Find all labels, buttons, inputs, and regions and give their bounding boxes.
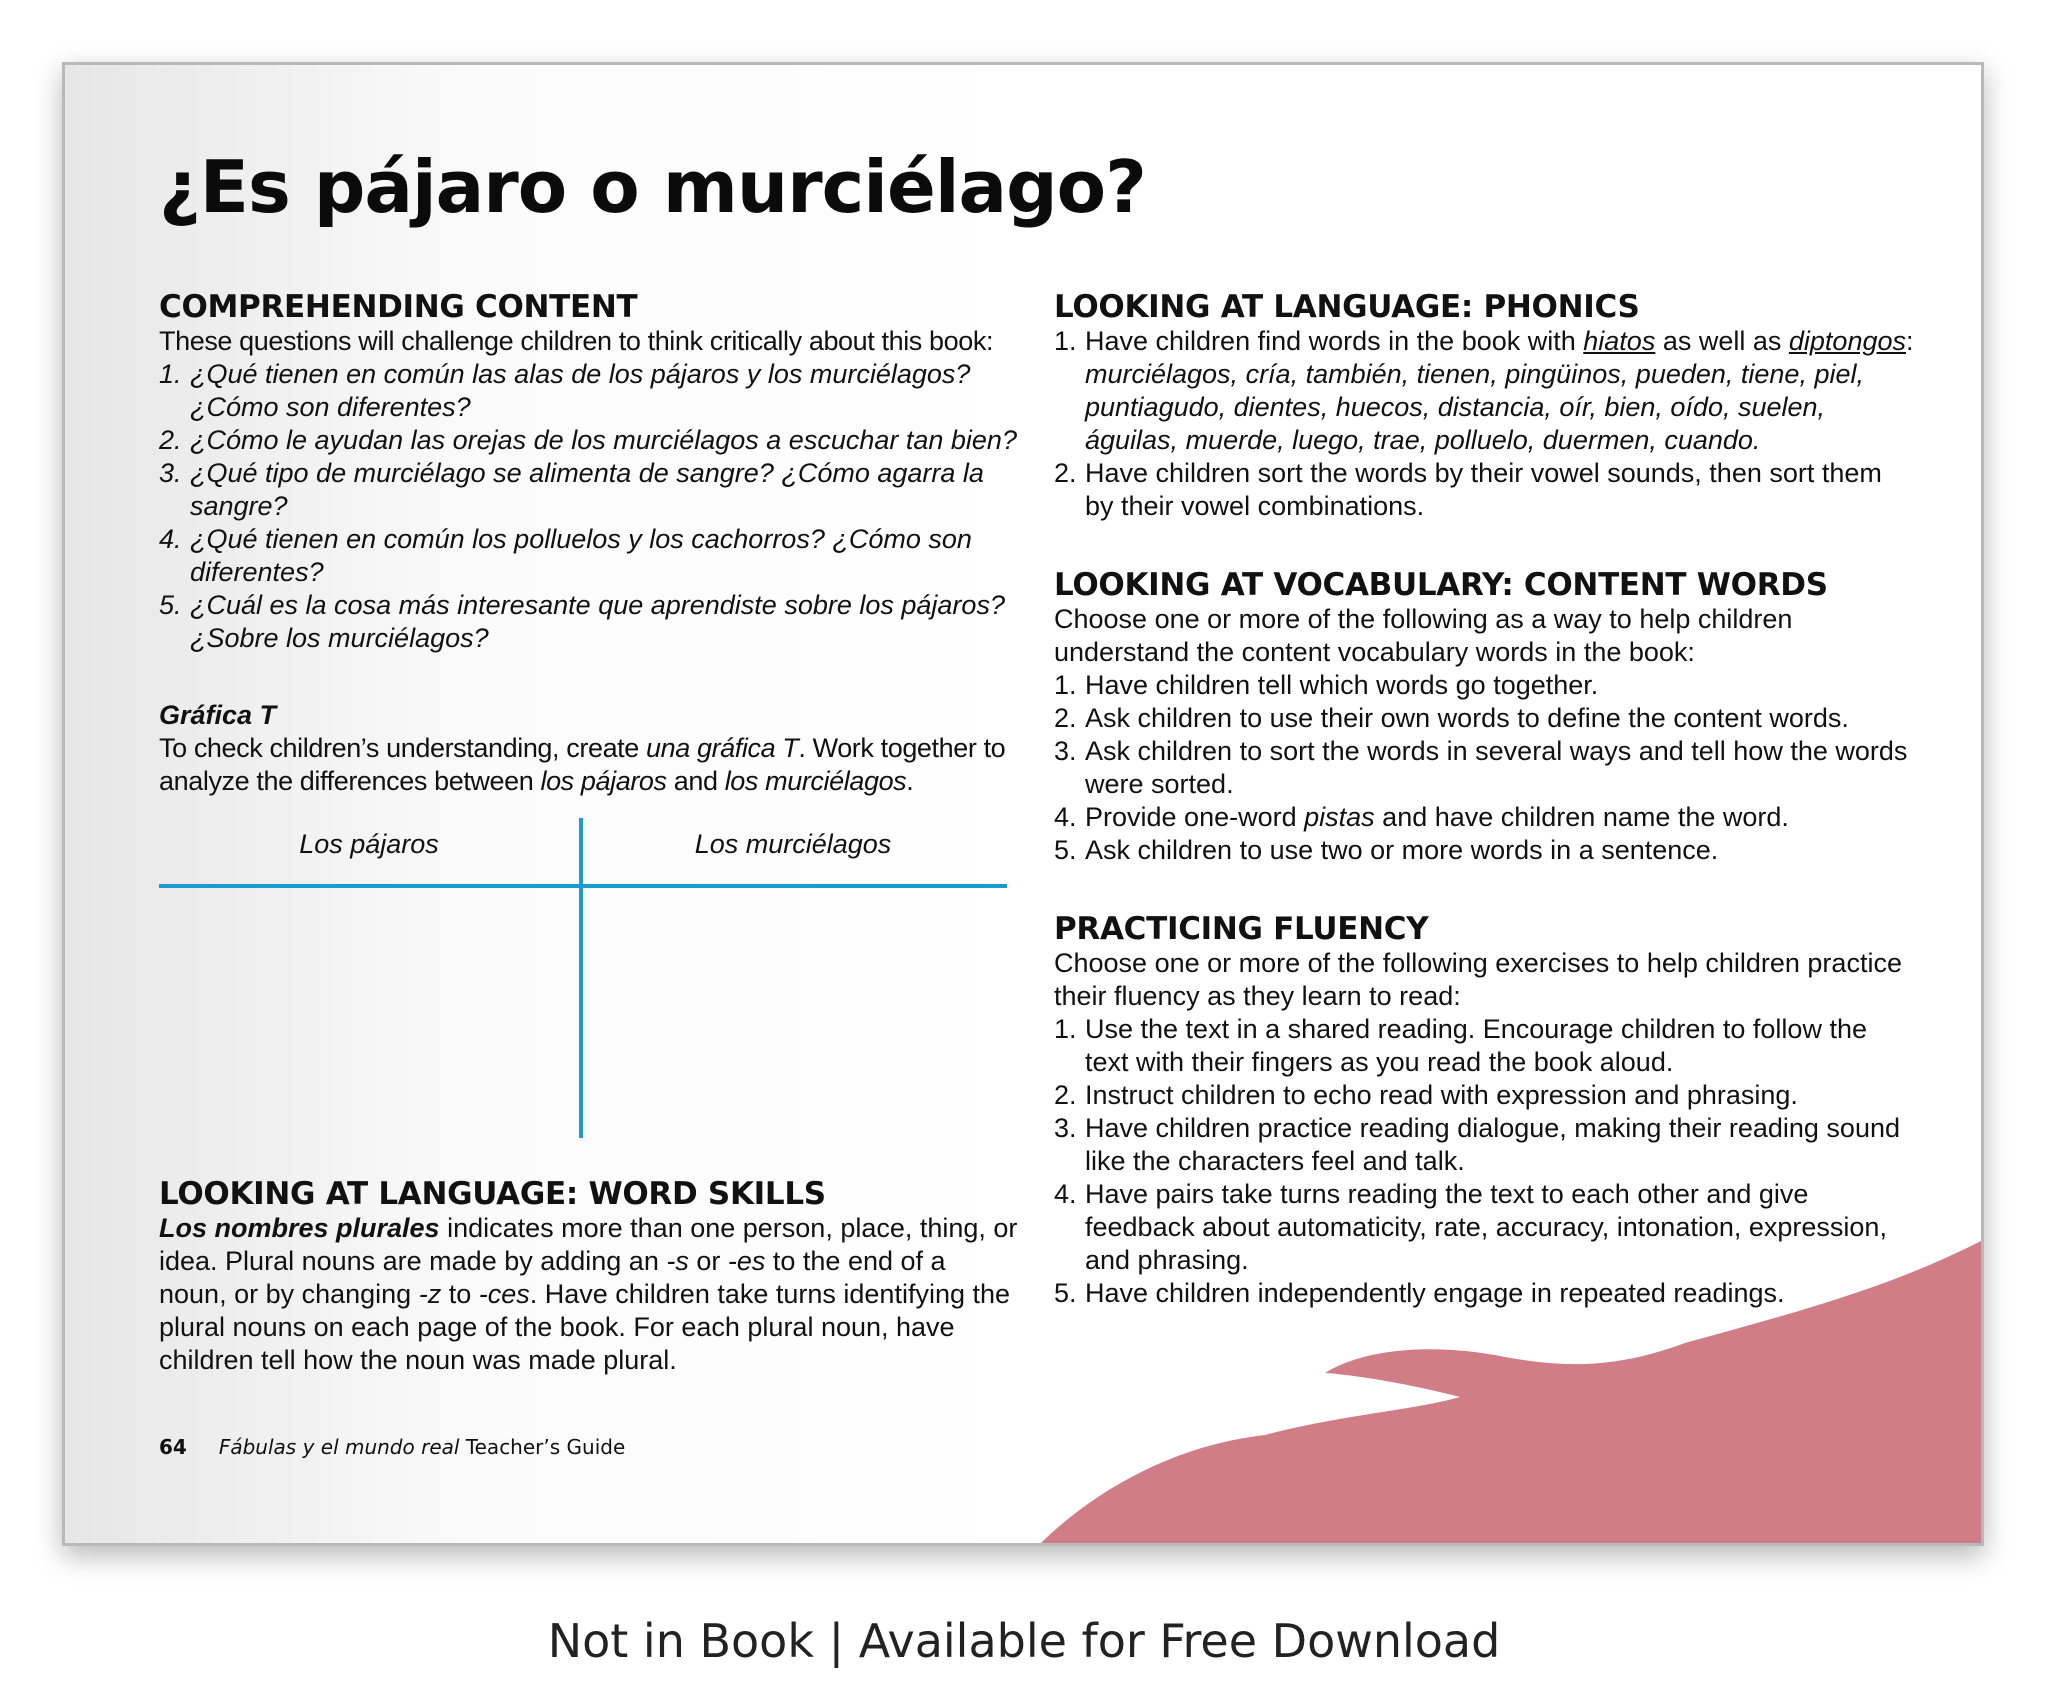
question-item: 3. ¿Qué tipo de murciélago se alimenta de sangre? ¿Cómo agarra la sangre? [189,457,1019,523]
phonics-list [1054,325,1914,523]
t-chart-vertical-line [579,818,583,1138]
t-chart [159,818,1009,1138]
comprehending-heading: COMPREHENDING CONTENT [159,289,638,325]
page-footer [159,1435,625,1459]
comprehending-section [159,289,1019,655]
guide-label: Teacher’s Guide [459,1435,626,1459]
t-chart-label-bats: Los murciélagos [694,829,892,859]
vocabulary-item: 4. Provide one-word pistas and have children name the word. [1084,801,1914,834]
word-skills-text: Los nombres plurales indicates more than one person, place, thing, or idea. Plural nouns are made by adding an -s or -es to the end of a noun, or by changing -z to -ces. Have children take turns identifying the plural nouns on each page of the book. For each plural noun, have children tell how the noun was made plural. [159,1213,1018,1375]
phonics-section [1054,289,1914,523]
fluency-heading: PRACTICING FLUENCY [1054,911,1429,947]
fluency-list [1054,1013,1914,1310]
phonics-item: 1. Have children find words in the book with hiatos as well as diptongos: murciélagos, cría, también, tienen, pingüinos, pueden, tiene, piel, puntiagudo, dientes, huecos, distancia, oír, bien, oído, suelen, águilas, muerde, luego, trae, polluelo, duermen, cuando. [1084,325,1914,457]
vocabulary-item: 1. Have children tell which words go together. [1084,669,1914,702]
vocabulary-list [1054,669,1914,867]
question-item: 4. ¿Qué tienen en común los polluelos y los cachorros? ¿Cómo son diferentes? [189,523,1019,589]
fluency-item: 4. Have pairs take turns reading the text to each other and give feedback about automaticity, rate, accuracy, intonation, expression, and phrasing. [1084,1178,1914,1277]
vocabulary-heading: LOOKING AT VOCABULARY: CONTENT WORDS [1054,567,1828,603]
word-skills-section [159,1176,1019,1377]
fluency-item: 3. Have children practice reading dialogue, making their reading sound like the characters feel and talk. [1084,1112,1914,1178]
t-chart-label-birds: Los pájaros [299,829,439,859]
question-item: 5. ¿Cuál es la cosa más interesante que aprendiste sobre los pájaros? ¿Sobre los murciélagos? [189,589,1019,655]
fluency-item: 2. Instruct children to echo read with expression and phrasing. [1084,1079,1914,1112]
download-caption: Not in Book | Available for Free Download [547,1614,1501,1668]
vocabulary-item: 3. Ask children to sort the words in several ways and tell how the words were sorted. [1084,735,1914,801]
vocabulary-item: 5. Ask children to use two or more words in a sentence. [1084,834,1914,867]
left-column [159,289,1019,1377]
question-item: 2. ¿Cómo le ayudan las orejas de los murciélagos a escuchar tan bien? [189,424,1019,457]
vocabulary-section [1054,567,1914,867]
word-skills-heading: LOOKING AT LANGUAGE: WORD SKILLS [159,1176,826,1212]
vocabulary-item: 2. Ask children to use their own words to define the content words. [1084,702,1914,735]
guide-page [62,62,1984,1546]
vocabulary-intro: Choose one or more of the following as a way to help children understand the content vocabulary words in the book: [1054,604,1793,667]
right-column [1054,289,1914,1354]
fluency-item: 1. Use the text in a shared reading. Encourage children to follow the text with their fingers as you read the book aloud. [1084,1013,1914,1079]
fluency-item: 5. Have children independently engage in repeated readings. [1084,1277,1914,1310]
t-chart-horizontal-line [159,884,1007,888]
grafica-heading: Gráfica T [159,700,277,730]
comprehending-intro: These questions will challenge children to think critically about this book: [159,326,994,356]
grafica-section [159,699,1019,1138]
question-list [159,358,1019,655]
fluency-intro: Choose one or more of the following exercises to help children practice their fluency as they learn to read: [1054,948,1902,1011]
page-number: 64 [159,1435,187,1459]
book-title: Fábulas y el mundo real [218,1435,460,1459]
question-item: 1. ¿Qué tienen en común las alas de los pájaros y los murciélagos? ¿Cómo son diferentes? [189,358,1019,424]
phonics-item: 2. Have children sort the words by their vowel sounds, then sort them by their vowel combinations. [1084,457,1914,523]
phonics-heading: LOOKING AT LANGUAGE: PHONICS [1054,289,1640,325]
page-title: ¿Es pájaro o murciélago? [159,145,1146,229]
fluency-section [1054,911,1914,1310]
grafica-text: To check children’s understanding, create una gráfica T. Work together to analyze the differences between los pájaros and los murciélagos. [159,733,1006,796]
